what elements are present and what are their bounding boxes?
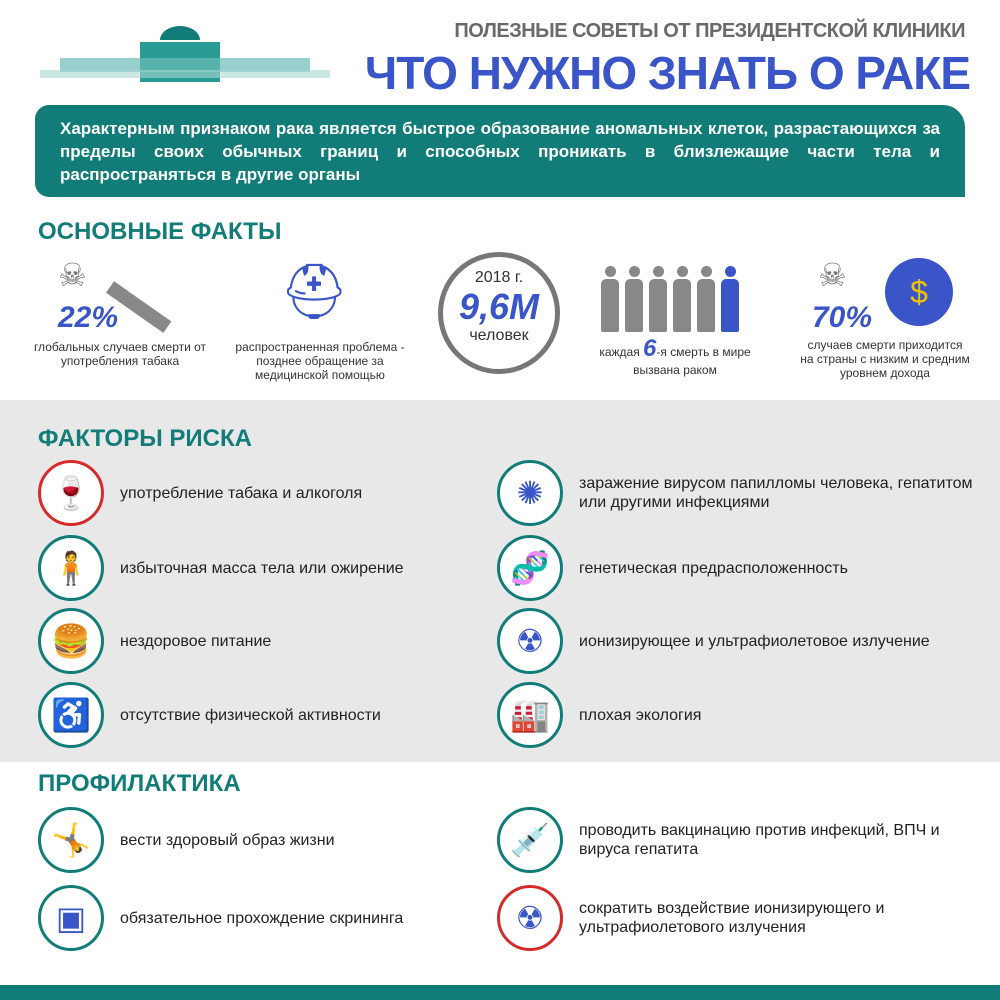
sitting-person-icon: ♿ — [38, 682, 104, 748]
screening-icon: ▣ — [38, 885, 104, 951]
page-title: ЧТО НУЖНО ЗНАТЬ О РАКЕ — [364, 47, 970, 99]
income-text: случаев смерти приходится на страны с низким и средним уровнем дохода — [800, 338, 970, 380]
total-unit: человек — [469, 327, 529, 344]
radiation-icon: ☢ — [497, 608, 563, 674]
no-alcohol-tobacco-icon: 🍷 — [38, 460, 104, 526]
obesity-icon: 🧍 — [38, 535, 104, 601]
prevention-item-text: обязательное прохождение скрининга — [120, 909, 404, 927]
globe-money-icon: $ — [885, 258, 953, 326]
total-year: 2018 г. — [474, 269, 524, 286]
prevention-item-text: сократить воздействие ионизирующего и ультрафиолетового излучения — [579, 900, 885, 936]
risk-heading: ФАКТОРЫ РИСКА — [38, 425, 252, 452]
exercise-icon: 🤸 — [38, 807, 104, 873]
prevention-item-text: проводить вакцинацию против инфекций, ВПЧ и вируса гепатита — [579, 822, 940, 858]
total-circle — [438, 252, 560, 374]
people-icon — [600, 266, 750, 332]
syringe-icon: 💉 — [497, 807, 563, 873]
patient-doctor-icon: ⛑ — [280, 262, 349, 322]
risk-item-text: заражение вирусом папилломы человека, гепатитом или другими инфекциями — [579, 475, 973, 511]
footer-bar — [0, 985, 1000, 1000]
building-icon — [40, 20, 330, 85]
late-text: распространенная проблема - позднее обращение за медицинской помощью — [235, 340, 405, 382]
fast-food-icon: 🍔 — [38, 608, 104, 674]
subtitle: ПОЛЕЗНЫЕ СОВЕТЫ ОТ ПРЕЗИДЕНТСКОЙ КЛИНИКИ — [454, 20, 965, 42]
risk-item-text: избыточная масса тела или ожирение — [120, 559, 404, 577]
income-percent: 70% — [812, 301, 873, 334]
no-radiation-icon: ☢ — [497, 885, 563, 951]
prevention-heading: ПРОФИЛАКТИКА — [38, 770, 241, 797]
prevention-item-text: вести здоровый образ жизни — [120, 831, 335, 849]
tobacco-text: глобальных случаев смерти от употребления табака — [33, 340, 207, 368]
risk-item-text: употребление табака и алкоголя — [120, 484, 363, 502]
risk-item-text: ионизирующее и ультрафиолетовое излучение — [579, 632, 930, 650]
facts-heading: ОСНОВНЫЕ ФАКТЫ — [38, 218, 282, 245]
risk-item-text: нездоровое питание — [120, 632, 272, 650]
risk-item-text: генетическая предрасположенность — [579, 559, 848, 577]
risk-item-text: отсутствие физической активности — [120, 706, 381, 724]
intro-text: Характерным признаком рака является быстрое образование аномальных клеток, разрастающихся за пределы своих обычных границ и способных проникать в близлежащие части тела и распространяться в другие органы — [35, 105, 965, 197]
skull-icon: ☠ — [58, 257, 87, 293]
risk-item-text: плохая экология — [579, 706, 702, 724]
tobacco-percent: 22% — [58, 301, 119, 334]
total-value: 9,6М — [458, 286, 540, 327]
sixth-text: каждая 6-я смерть в мире вызвана раком — [599, 335, 751, 377]
virus-icon: ✺ — [497, 460, 563, 526]
factory-icon: 🏭 — [497, 682, 563, 748]
dna-icon: 🧬 — [497, 535, 563, 601]
skull-icon: ☠ — [818, 257, 847, 293]
